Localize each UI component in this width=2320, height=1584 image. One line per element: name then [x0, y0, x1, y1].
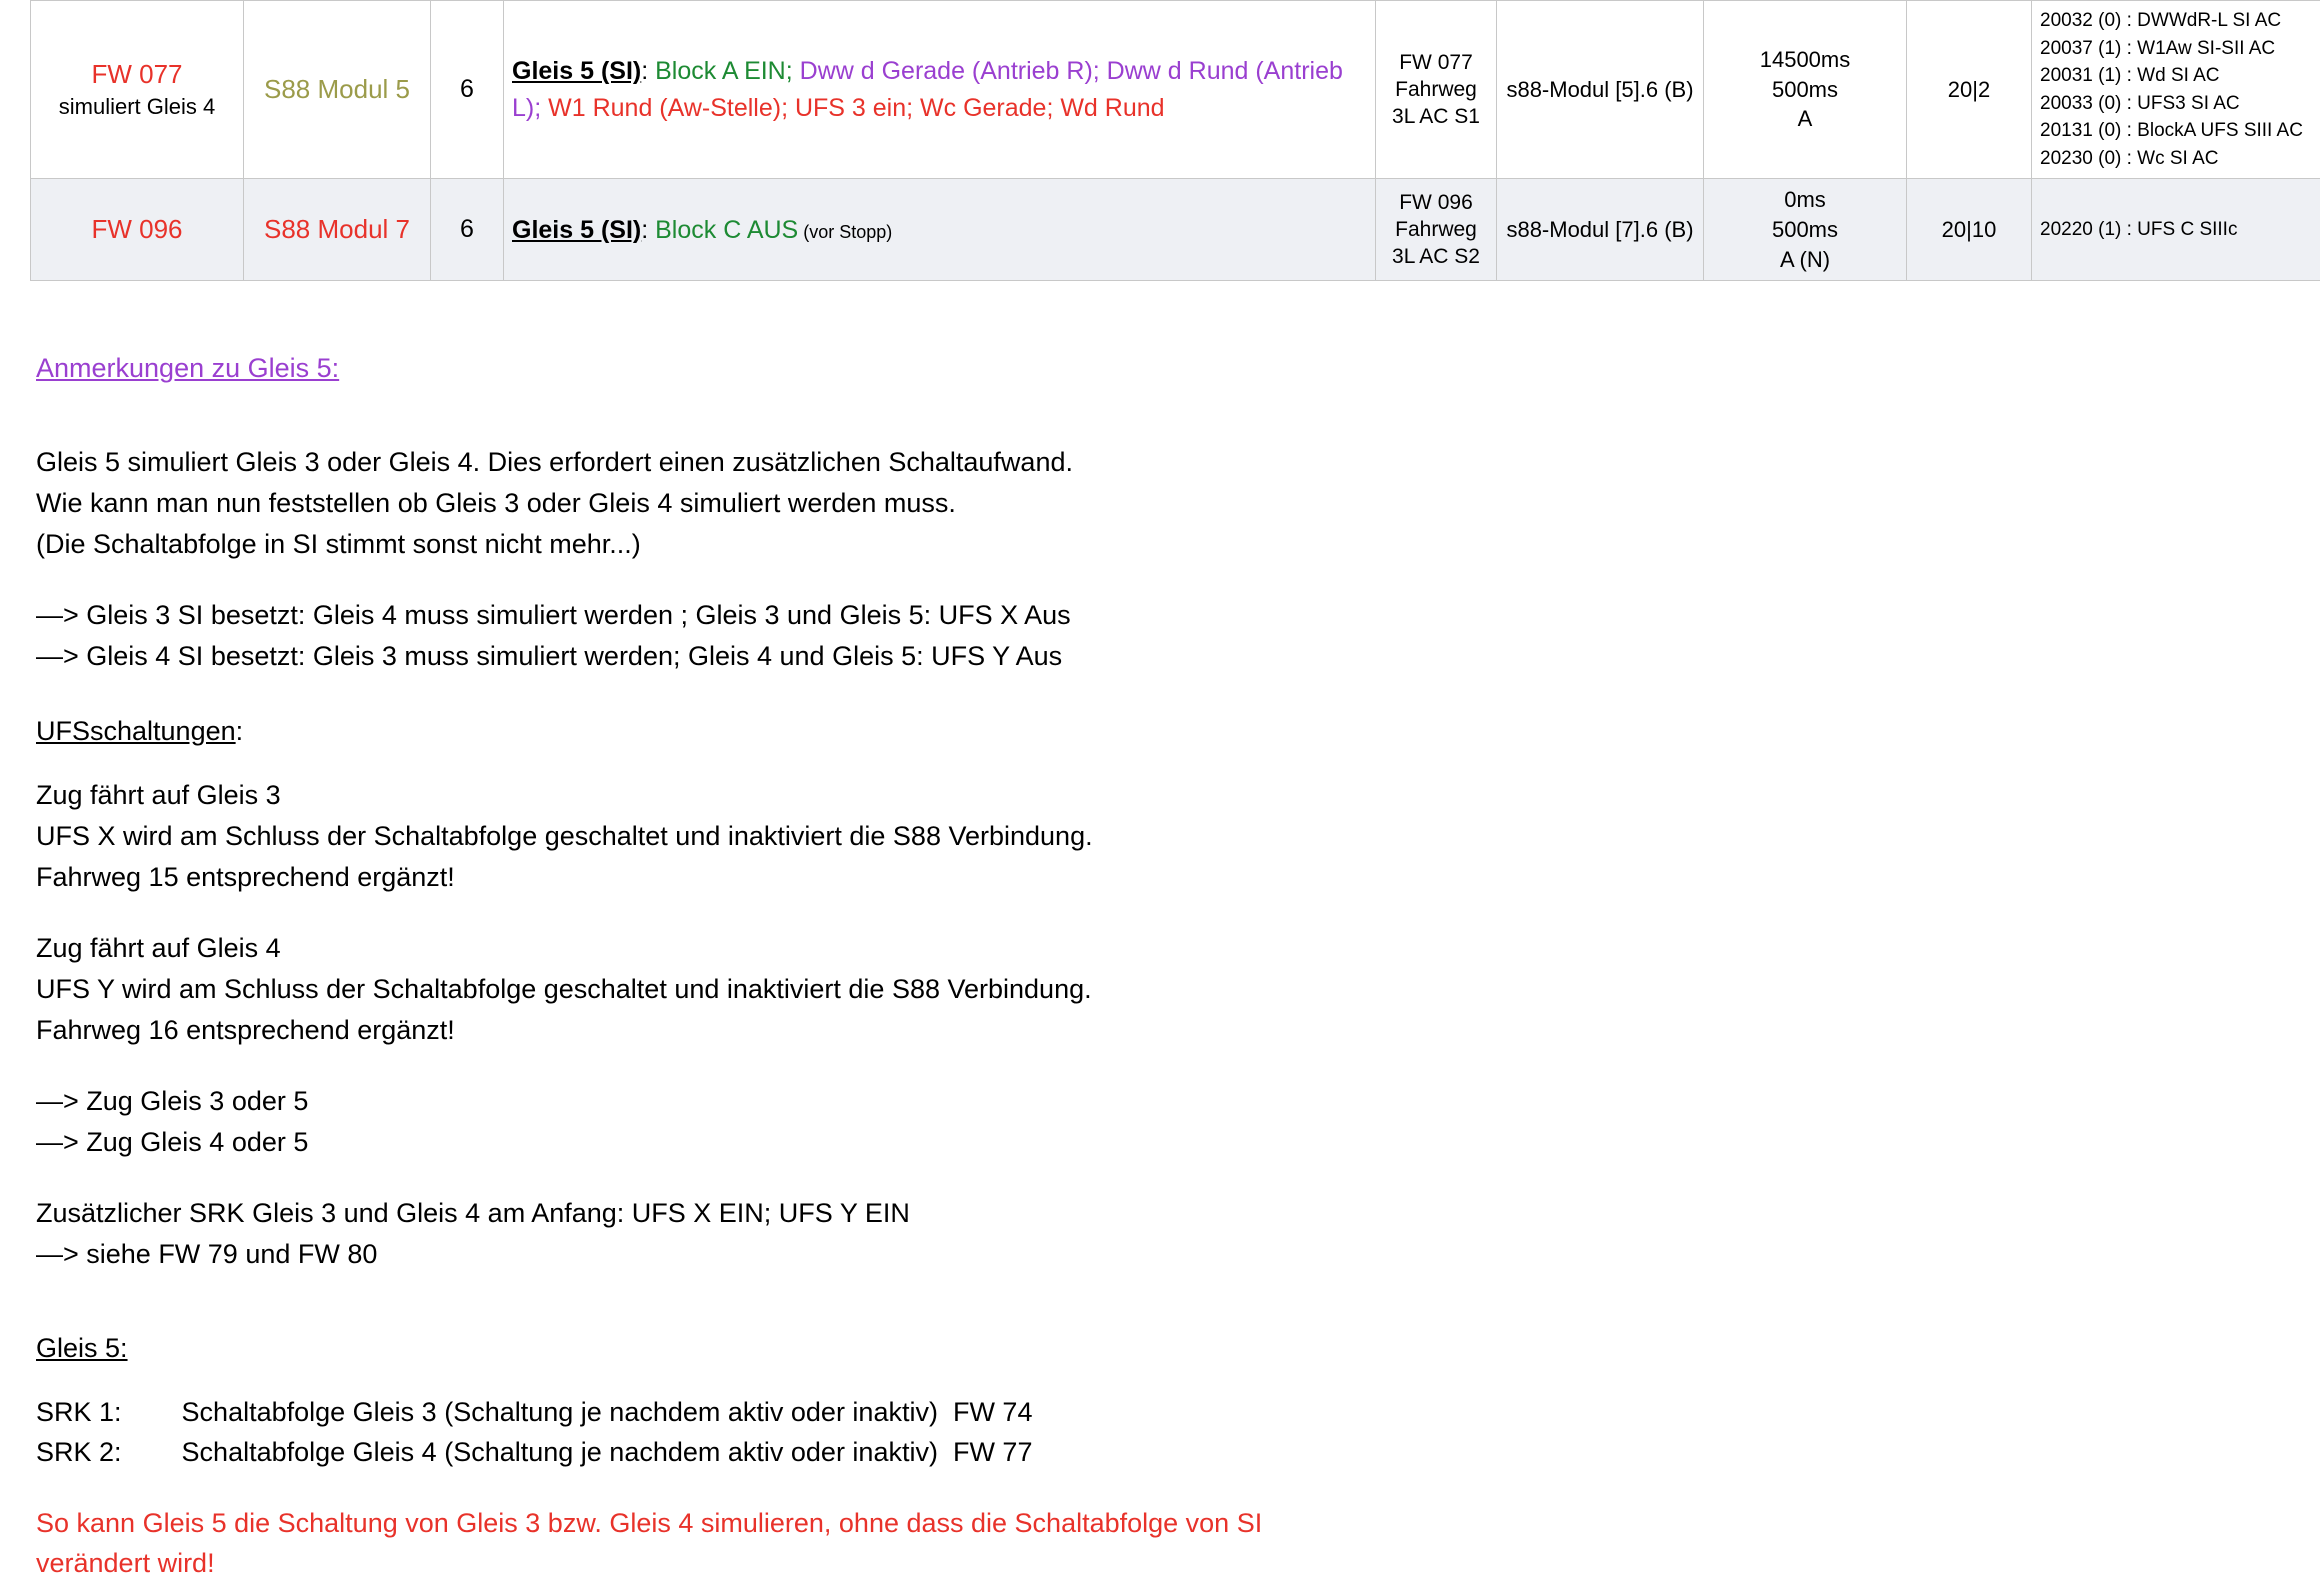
spacer: [36, 1473, 2320, 1503]
table-row: [31, 179, 2320, 281]
notes-line: Gleis 5 simuliert Gleis 3 oder Gleis 4. Dies erfordert einen zusätzlichen Schaltaufwand.: [36, 442, 2320, 483]
notes-line: Fahrweg 15 entsprechend ergänzt!: [36, 857, 2320, 898]
notes-line: UFS X wird am Schluss der Schaltabfolge geschaltet und inaktiviert die S88 Verbindung.: [36, 816, 2320, 857]
fw-id-label: FW 096: [39, 212, 235, 247]
fw-id-label: FW 077: [39, 57, 235, 92]
timing-line-3: A: [1712, 104, 1898, 134]
address-item: 20033 (0) : UFS3 SI AC: [2040, 90, 2320, 118]
notes-section: [36, 355, 2320, 1583]
notes-line: UFS Y wird am Schluss der Schaltabfolge geschaltet und inaktiviert die S88 Verbindung.: [36, 969, 2320, 1010]
cell-timing: [1704, 1, 1907, 179]
srk-line: SRK 2: Schaltabfolge Gleis 4 (Schaltung je nachdem aktiv oder inaktiv) FW 77: [36, 1432, 2320, 1473]
s88-label: s88-Modul [7].6 (B): [1506, 217, 1693, 242]
desc-part-2: (vor Stopp): [798, 222, 892, 242]
cell-address-list: [2032, 1, 2320, 179]
cell-fahrweg: [1376, 1, 1497, 179]
notes-line: —> Zug Gleis 3 oder 5: [36, 1081, 2320, 1122]
fahrweg-id: FW 096: [1384, 189, 1488, 216]
notes-line: Wie kann man nun feststellen ob Gleis 3 oder Gleis 4 simuliert werden muss.: [36, 483, 2320, 524]
notes-paragraph-1: [36, 442, 2320, 565]
cell-address-list: [2032, 179, 2320, 281]
ufs-heading-colon: :: [236, 716, 244, 746]
gleis-label: Gleis 5 (SI): [512, 216, 641, 244]
cell-modul: [244, 179, 431, 281]
fahrweg-table: [30, 0, 2320, 281]
notes-paragraph-5: [36, 1081, 2320, 1163]
cell-description: [504, 179, 1376, 281]
code-label: 20|10: [1942, 217, 1997, 242]
spacer: [36, 1275, 2320, 1335]
srk-block: [36, 1392, 2320, 1473]
spacer: [36, 898, 2320, 928]
spacer: [36, 412, 2320, 442]
spacer: [36, 1362, 2320, 1392]
code-label: 20|2: [1948, 77, 1990, 102]
spacer: [36, 1051, 2320, 1081]
notes-line: (Die Schaltabfolge in SI stimmt sonst nicht mehr...): [36, 524, 2320, 565]
ufs-heading: [36, 718, 2320, 745]
cell-fw-id: [31, 1, 244, 179]
address-item: 20031 (1) : Wd SI AC: [2040, 62, 2320, 90]
cell-fw-id: [31, 179, 244, 281]
timing-line-1: 14500ms: [1712, 45, 1898, 75]
fw-sub-label: simuliert Gleis 4: [39, 92, 235, 122]
notes-line: —> Gleis 4 SI besetzt: Gleis 3 muss simuliert werden; Gleis 4 und Gleis 5: UFS Y Aus: [36, 636, 2320, 677]
desc-part-0: :: [641, 216, 655, 244]
cell-timing: [1704, 179, 1907, 281]
spacer: [36, 678, 2320, 718]
address-item: 20220 (1) : UFS C SIIIc: [2040, 216, 2320, 244]
final-note-line: So kann Gleis 5 die Schaltung von Gleis 3 bzw. Gleis 4 simulieren, ohne dass die Schaltabfolge von SI: [36, 1503, 2320, 1544]
table-row: [31, 1, 2320, 179]
gleis-label: Gleis 5 (SI): [512, 57, 641, 85]
cell-description: [504, 1, 1376, 179]
fahrweg-mode: 3L AC S1: [1384, 103, 1488, 130]
desc-part-3: W1 Rund (Aw-Stelle); UFS 3 ein; Wc Gerade; Wd Rund: [541, 94, 1164, 122]
gleis5-heading-text: Gleis 5:: [36, 1333, 128, 1363]
notes-paragraph-4: [36, 928, 2320, 1051]
timing-line-1: 0ms: [1712, 185, 1898, 215]
modul-label: S88 Modul 5: [264, 74, 410, 104]
s88-label: s88-Modul [5].6 (B): [1506, 77, 1693, 102]
notes-heading: Anmerkungen zu Gleis 5:: [36, 355, 2320, 382]
spacer: [36, 745, 2320, 775]
cell-number: [431, 1, 504, 179]
desc-part-1: Block A EIN;: [655, 57, 793, 85]
fahrweg-word: Fahrweg: [1384, 76, 1488, 103]
cell-code: [1907, 1, 2032, 179]
modul-label: S88 Modul 7: [264, 214, 410, 244]
notes-paragraph-2: [36, 595, 2320, 677]
fahrweg-word: Fahrweg: [1384, 216, 1488, 243]
address-item: 20131 (0) : BlockA UFS SIII AC: [2040, 117, 2320, 145]
address-item: 20230 (0) : Wc SI AC: [2040, 145, 2320, 173]
notes-paragraph-6: [36, 1193, 2320, 1275]
spacer: [36, 565, 2320, 595]
address-item: 20037 (1) : W1Aw SI-SII AC: [2040, 35, 2320, 63]
cell-code: [1907, 179, 2032, 281]
notes-line: Zug fährt auf Gleis 4: [36, 928, 2320, 969]
address-item: 20032 (0) : DWWdR-L SI AC: [2040, 7, 2320, 35]
timing-line-2: 500ms: [1712, 215, 1898, 245]
notes-line: —> siehe FW 79 und FW 80: [36, 1234, 2320, 1275]
notes-line: Zug fährt auf Gleis 3: [36, 775, 2320, 816]
srk-line: SRK 1: Schaltabfolge Gleis 3 (Schaltung je nachdem aktiv oder inaktiv) FW 74: [36, 1392, 2320, 1433]
desc-part-2: Dww d Gerade (Antrieb R); Dww d Rund (Antrieb L);: [512, 57, 1343, 121]
cell-s88: [1497, 1, 1704, 179]
cell-number: [431, 179, 504, 281]
ufs-heading-text: UFSschaltungen: [36, 716, 236, 746]
notes-line: —> Zug Gleis 4 oder 5: [36, 1122, 2320, 1163]
gleis5-heading: [36, 1335, 2320, 1362]
number-label: 6: [460, 215, 474, 243]
desc-part-1: Block C AUS: [655, 216, 798, 244]
timing-line-3: A (N): [1712, 245, 1898, 275]
cell-modul: [244, 1, 431, 179]
cell-s88: [1497, 179, 1704, 281]
notes-line: —> Gleis 3 SI besetzt: Gleis 4 muss simuliert werden ; Gleis 3 und Gleis 5: UFS X Aus: [36, 595, 2320, 636]
number-label: 6: [460, 75, 474, 103]
notes-line: Zusätzlicher SRK Gleis 3 und Gleis 4 am Anfang: UFS X EIN; UFS Y EIN: [36, 1193, 2320, 1234]
notes-line: Fahrweg 16 entsprechend ergänzt!: [36, 1010, 2320, 1051]
final-note-line: verändert wird!: [36, 1543, 2320, 1584]
final-note: [36, 1503, 2320, 1584]
fahrweg-id: FW 077: [1384, 49, 1488, 76]
spacer: [36, 1163, 2320, 1193]
notes-paragraph-3: [36, 775, 2320, 898]
desc-part-0: :: [641, 57, 655, 85]
cell-fahrweg: [1376, 179, 1497, 281]
timing-line-2: 500ms: [1712, 75, 1898, 105]
fahrweg-mode: 3L AC S2: [1384, 243, 1488, 270]
